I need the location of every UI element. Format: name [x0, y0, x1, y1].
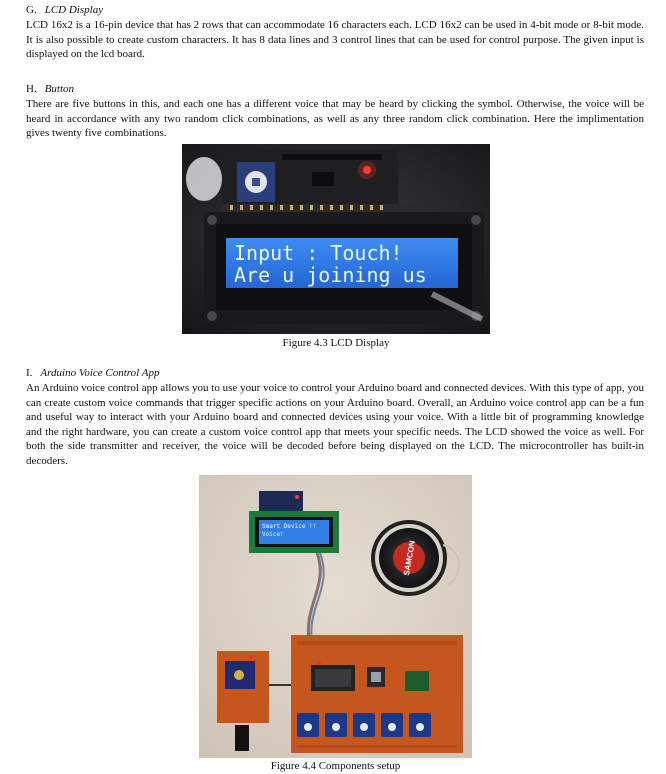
- figure-4-3-caption: Figure 4.3 LCD Display: [282, 337, 390, 349]
- lcd-display-photo: [182, 144, 490, 334]
- section-h-title: Button: [44, 83, 75, 95]
- setup-lcd-line-2: Voice!: [262, 531, 284, 538]
- section-i-title: Arduino Voice Control App: [40, 367, 160, 379]
- section-h-heading: [26, 83, 74, 96]
- section-h-paragraph: There are five buttons in this, and each one has a different voice that may be heard by clicking the symbol. Otherwise, the voice will be heard in accordance with any two random click combinations, as well as any three random click combination. Here the implimentation gives twenty five combinations.: [26, 98, 644, 140]
- section-h-letter: H.: [26, 83, 37, 95]
- components-setup-illustration: [199, 475, 472, 758]
- section-g-letter: G.: [26, 4, 37, 16]
- lcd-line-2: Are u joining us: [234, 263, 427, 287]
- lcd-line-1: Input : Touch!: [234, 241, 403, 265]
- section-i-paragraph: An Arduino voice control app allows you to use your voice to control your Arduino board and connected devices. With this type of app, you can create custom voice commands that trigger specific actions on your Arduino board. Overall, an Arduino voice control app can be a fun and useful way to interact with your Arduino board and connected devices using your voice. With a little bit of programming knowledge and the right hardware, you can create a custom voice control app that meets your specific needs. The LCD showed the voice as well. For both the side transmitter and receiver, the voice will be decoded before being displayed on the LCD. The microcontroller has built-in decoders.: [26, 382, 644, 467]
- speaker-brand-label: SAMCON: [401, 539, 418, 577]
- section-g-paragraph: LCD 16x2 is a 16-pin device that has 2 rows that can accommodate 16 characters each. LCD 16x2 can be used in 4-bit mode or 8-bit mode. It is also possible to create custom characters. It has 8 data lines and 3 control lines that can be used for control purpose. The given input is displayed on the lcd board.: [26, 19, 644, 61]
- section-g-title: LCD Display: [44, 4, 104, 16]
- section-g-heading: [26, 4, 103, 17]
- lcd-display-illustration: [182, 144, 490, 334]
- section-i-heading: [26, 367, 159, 380]
- figure-4-4-caption: Figure 4.4 Components setup: [270, 760, 401, 772]
- section-i-letter: I.: [26, 367, 33, 379]
- setup-lcd-line-1: Smart Device !!: [262, 523, 317, 530]
- components-setup-photo: [199, 475, 472, 758]
